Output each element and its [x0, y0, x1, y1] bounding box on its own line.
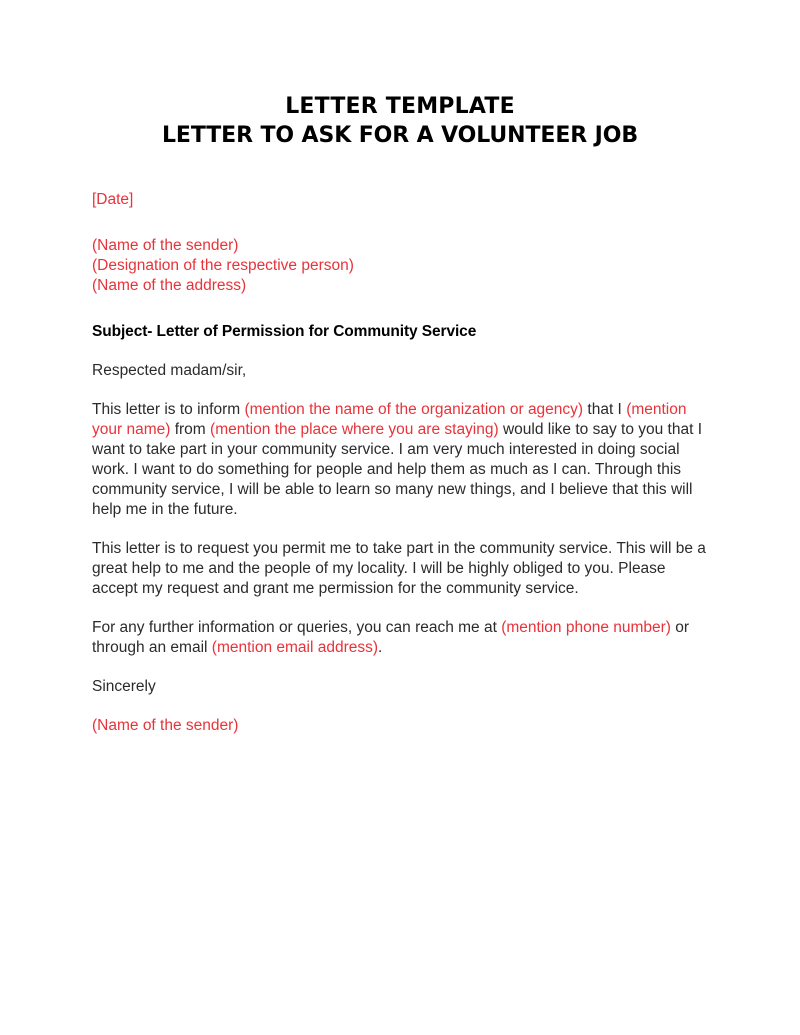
- address-line-address: (Name of the address): [92, 277, 247, 294]
- paragraph-request: This letter is to request you permit me to take part in the community service. This will be a great help to me and the people of my locality. I will be highly obliged to you. Please accept my request and grant me permission for the community service.: [92, 540, 706, 597]
- address-line-designation: (Designation of the respective person): [92, 257, 354, 274]
- p1-segment-5: from: [170, 421, 211, 438]
- recipient-address-block: [92, 236, 708, 296]
- salutation-line: Respected madam/sir,: [92, 362, 247, 379]
- p1-segment-3: that I: [583, 401, 627, 418]
- date-placeholder: [Date]: [92, 191, 134, 208]
- paragraph-intro: [92, 400, 708, 520]
- address-subject-spacer: [92, 315, 708, 322]
- signature-placeholder: (Name of the sender): [92, 717, 239, 734]
- p1-segment-1: This letter is to inform: [92, 401, 245, 418]
- closing-line: Sincerely: [92, 678, 156, 695]
- p3-placeholder-email: (mention email address): [211, 639, 379, 656]
- title-block: [92, 0, 708, 150]
- letter-body: [92, 190, 708, 736]
- p1-placeholder-your-name: (mention your name): [92, 401, 687, 438]
- p3-placeholder-phone: (mention phone number): [501, 619, 671, 636]
- paragraph-contact: [92, 618, 708, 658]
- page-title: LETTER TEMPLATE: [285, 94, 515, 119]
- page-subtitle: LETTER TO ASK FOR A VOLUNTEER JOB: [161, 123, 639, 148]
- date-line: [92, 190, 708, 210]
- p1-placeholder-place: (mention the place where you are staying): [210, 421, 499, 438]
- p1-placeholder-organization: (mention the name of the organization or agency): [244, 401, 584, 418]
- address-line-sender-name: (Name of the sender): [92, 237, 239, 254]
- p3-segment-1: For any further information or queries, you can reach me at: [92, 619, 502, 636]
- p3-segment-3: or through an email: [92, 619, 690, 656]
- letter-sheet: [92, 0, 708, 736]
- p3-segment-5: .: [378, 639, 383, 656]
- subject-line: Subject- Letter of Permission for Community Service: [92, 323, 477, 340]
- p1-segment-7: would like to say to you that I want to take part in your community service. I am very much interested in doing social work. I want to do something for people and help them as much as I can. Through this community service, I will be able to learn so many new things, and I believe that this will help me in the future.: [92, 421, 703, 518]
